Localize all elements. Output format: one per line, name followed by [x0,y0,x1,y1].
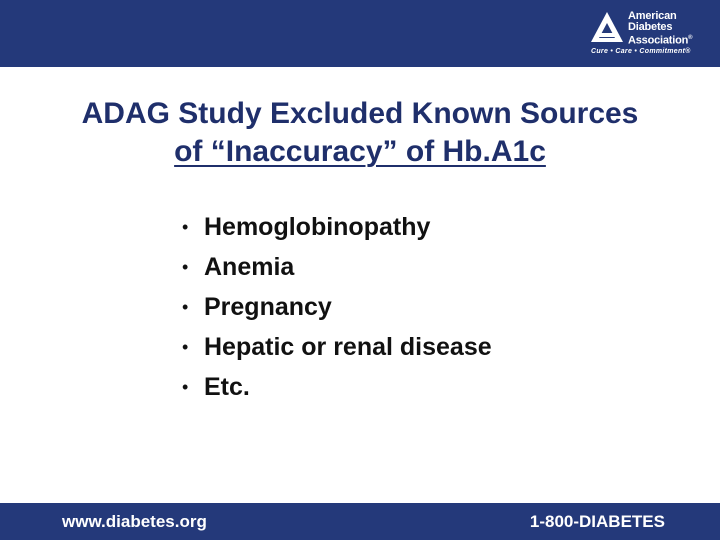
bullet-text: Anemia [204,253,295,281]
logo-wordmark [628,11,692,47]
bullet-list [182,207,492,407]
slide-title-line-2: of “Inaccuracy” of Hb.A1c [174,135,546,168]
slide-title-line-1: ADAG Study Excluded Known Sources [81,97,639,130]
ada-logo [590,8,712,60]
footer-website: www.diabetes.org [62,512,207,531]
logo-line-3: Association [628,34,689,47]
list-item [182,367,492,407]
list-item [182,287,492,327]
logo-registered-mark: ® [688,35,693,41]
bullet-text: Hepatic or renal disease [204,333,492,361]
bullet-text: Etc. [204,373,250,401]
list-item [182,207,492,247]
footer-phone: 1-800-DIABETES [529,512,665,531]
logo-tagline: Cure • Care • Commitment® [591,48,691,55]
logo-line-1: American [628,10,677,22]
bullet-icon: • [182,257,189,277]
bullet-icon: • [182,337,189,357]
bullet-text: Hemoglobinopathy [204,213,431,241]
bullet-icon: • [182,377,189,397]
triangle-logo-icon [590,11,624,43]
bullet-icon: • [182,297,189,317]
list-item [182,247,492,287]
footer-bar [0,503,720,540]
header-bar [0,0,720,67]
slide-title [0,95,720,171]
list-item [182,327,492,367]
bullet-icon: • [182,217,189,237]
bullet-text: Pregnancy [204,293,332,321]
logo-line-2: Diabetes [628,21,673,33]
